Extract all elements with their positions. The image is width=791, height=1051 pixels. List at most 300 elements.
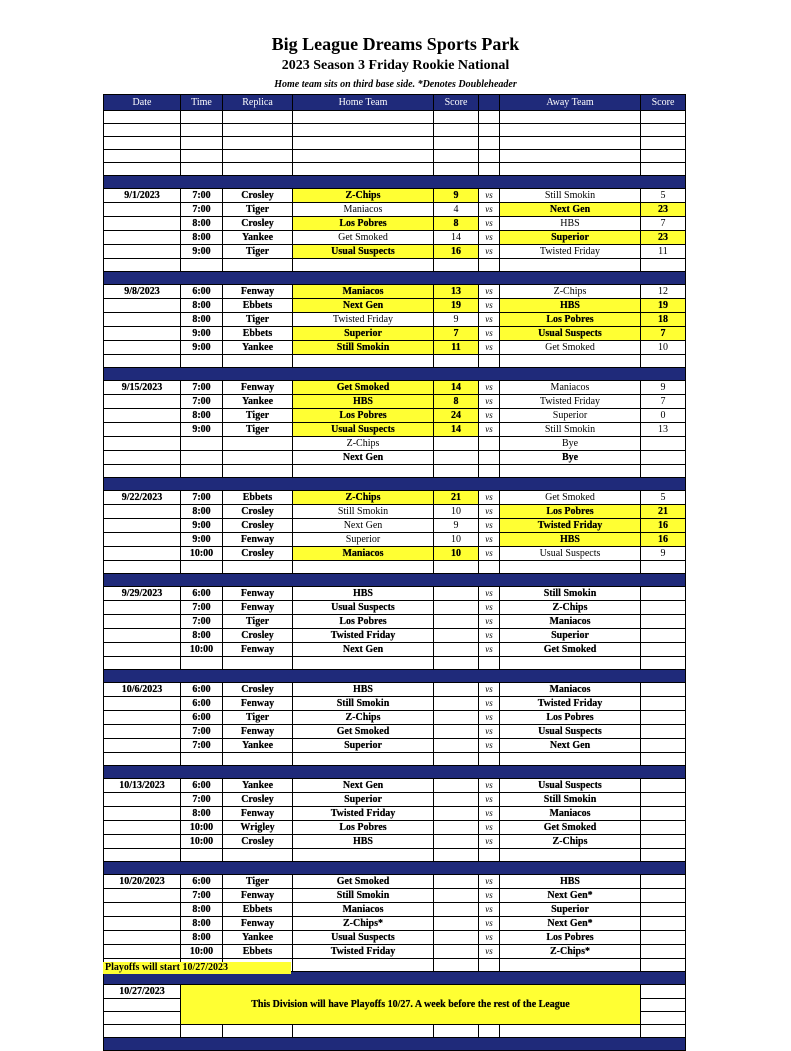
empty-cell — [641, 137, 686, 150]
home-team: Get Smoked — [293, 381, 434, 395]
separator-bar — [104, 368, 686, 381]
game-date: 9/15/2023 — [104, 381, 181, 395]
game-date — [104, 217, 181, 231]
final-week-row — [104, 985, 686, 999]
empty-cell — [181, 753, 223, 766]
away-team: Get Smoked — [500, 341, 641, 355]
home-score: 9 — [434, 189, 479, 203]
home-team: Los Pobres — [293, 615, 434, 629]
empty-cell — [104, 753, 181, 766]
page-note: Home team sits on third base side. *Denotes Doubleheader — [274, 79, 517, 90]
game-replica: Yankee — [223, 341, 293, 355]
home-score — [434, 629, 479, 643]
away-score: 23 — [641, 231, 686, 245]
empty-cell — [181, 657, 223, 670]
vs-label: vs — [479, 931, 500, 945]
empty-cell — [181, 150, 223, 163]
home-score: 8 — [434, 217, 479, 231]
game-time: 7:00 — [181, 725, 223, 739]
empty-cell — [434, 657, 479, 670]
away-score: 16 — [641, 519, 686, 533]
game-row — [104, 505, 686, 519]
game-row — [104, 615, 686, 629]
away-team: Usual Suspects — [500, 779, 641, 793]
empty-cell — [104, 465, 181, 478]
empty-cell — [479, 150, 500, 163]
empty-cell — [641, 355, 686, 368]
game-row — [104, 889, 686, 903]
final-date: 10/27/2023 — [104, 985, 181, 999]
empty-cell — [479, 657, 500, 670]
game-time: 10:00 — [181, 835, 223, 849]
game-replica: Yankee — [223, 739, 293, 753]
empty-cell — [104, 137, 181, 150]
home-team: Still Smokin — [293, 341, 434, 355]
empty-cell — [500, 137, 641, 150]
home-score: 19 — [434, 299, 479, 313]
empty-cell — [181, 124, 223, 137]
empty-cell — [223, 657, 293, 670]
home-score — [434, 615, 479, 629]
game-replica — [223, 437, 293, 451]
home-score: 4 — [434, 203, 479, 217]
empty-cell — [434, 124, 479, 137]
game-row — [104, 903, 686, 917]
empty-cell — [500, 163, 641, 176]
game-row — [104, 835, 686, 849]
game-time: 7:00 — [181, 793, 223, 807]
game-replica: Crosley — [223, 835, 293, 849]
home-team: Next Gen — [293, 299, 434, 313]
home-team: Maniacos — [293, 903, 434, 917]
away-score: 7 — [641, 327, 686, 341]
game-row — [104, 779, 686, 793]
game-date — [104, 601, 181, 615]
empty-cell — [500, 849, 641, 862]
empty-cell — [500, 753, 641, 766]
game-date: 9/29/2023 — [104, 587, 181, 601]
home-team: Superior — [293, 739, 434, 753]
page-subtitle: 2023 Season 3 Friday Rookie National — [281, 58, 510, 73]
game-row — [104, 285, 686, 299]
game-row — [104, 725, 686, 739]
empty-cell — [293, 657, 434, 670]
game-date — [104, 629, 181, 643]
empty-cell — [293, 124, 434, 137]
game-date — [104, 395, 181, 409]
game-date — [104, 327, 181, 341]
separator-bar — [104, 670, 686, 683]
game-replica: Tiger — [223, 615, 293, 629]
home-team: HBS — [293, 835, 434, 849]
home-score: 14 — [434, 423, 479, 437]
away-score — [641, 793, 686, 807]
vs-label: vs — [479, 587, 500, 601]
empty-cell — [641, 163, 686, 176]
game-time: 9:00 — [181, 341, 223, 355]
away-team: Superior — [500, 629, 641, 643]
game-date — [104, 437, 181, 451]
vs-label: vs — [479, 739, 500, 753]
vs-label: vs — [479, 643, 500, 657]
game-date — [104, 203, 181, 217]
empty-cell — [641, 849, 686, 862]
game-date — [104, 821, 181, 835]
game-replica: Ebbets — [223, 903, 293, 917]
vs-label — [479, 451, 500, 465]
vs-label: vs — [479, 505, 500, 519]
home-team: Maniacos — [293, 547, 434, 561]
home-score: 10 — [434, 533, 479, 547]
game-time: 9:00 — [181, 245, 223, 259]
away-team: Los Pobres — [500, 711, 641, 725]
vs-label: vs — [479, 313, 500, 327]
game-replica: Yankee — [223, 231, 293, 245]
game-time: 6:00 — [181, 697, 223, 711]
vs-label: vs — [479, 381, 500, 395]
away-score — [641, 711, 686, 725]
game-replica: Wrigley — [223, 821, 293, 835]
playoffs-footer: Playoffs will start 10/27/2023 — [103, 962, 291, 974]
home-score: 14 — [434, 231, 479, 245]
empty-cell — [293, 259, 434, 272]
home-team: Z-Chips — [293, 491, 434, 505]
vs-label: vs — [479, 395, 500, 409]
header-row — [104, 95, 686, 111]
empty-cell — [641, 657, 686, 670]
week-separator — [104, 670, 686, 683]
col-away-team: Away Team — [500, 95, 641, 111]
away-score — [641, 615, 686, 629]
empty-cell — [641, 999, 686, 1012]
away-team: Get Smoked — [500, 491, 641, 505]
game-row — [104, 395, 686, 409]
vs-label: vs — [479, 711, 500, 725]
empty-cell — [293, 137, 434, 150]
away-score: 5 — [641, 491, 686, 505]
home-score — [434, 437, 479, 451]
empty-cell — [104, 1025, 181, 1038]
away-team: Maniacos — [500, 381, 641, 395]
empty-cell — [181, 163, 223, 176]
home-score — [434, 931, 479, 945]
col-replica: Replica — [223, 95, 293, 111]
game-replica: Fenway — [223, 285, 293, 299]
game-time: 8:00 — [181, 409, 223, 423]
away-score — [641, 629, 686, 643]
away-team: Still Smokin — [500, 793, 641, 807]
home-team: Still Smokin — [293, 697, 434, 711]
empty-cell — [293, 561, 434, 574]
empty-cell — [479, 259, 500, 272]
away-team: Superior — [500, 903, 641, 917]
game-date — [104, 547, 181, 561]
home-team: Get Smoked — [293, 725, 434, 739]
home-team: Still Smokin — [293, 505, 434, 519]
empty-cell — [434, 137, 479, 150]
vs-label: vs — [479, 835, 500, 849]
home-score: 14 — [434, 381, 479, 395]
away-score — [641, 697, 686, 711]
empty-cell — [641, 465, 686, 478]
empty-cell — [641, 124, 686, 137]
home-score — [434, 917, 479, 931]
blank-row — [104, 753, 686, 766]
home-team: Usual Suspects — [293, 423, 434, 437]
col-date: Date — [104, 95, 181, 111]
empty-cell — [479, 111, 500, 124]
home-score: 10 — [434, 505, 479, 519]
away-team: Superior — [500, 231, 641, 245]
game-time: 7:00 — [181, 395, 223, 409]
away-score: 23 — [641, 203, 686, 217]
home-team: Get Smoked — [293, 875, 434, 889]
separator-bar — [104, 766, 686, 779]
blank-row — [104, 657, 686, 670]
home-team: Los Pobres — [293, 821, 434, 835]
empty-cell — [434, 1025, 479, 1038]
away-score — [641, 889, 686, 903]
empty-cell — [223, 259, 293, 272]
game-date: 9/8/2023 — [104, 285, 181, 299]
separator-bar — [104, 1038, 686, 1051]
away-score: 7 — [641, 395, 686, 409]
home-team: Z-Chips* — [293, 917, 434, 931]
game-replica: Crosley — [223, 505, 293, 519]
home-score — [434, 945, 479, 959]
empty-cell — [641, 561, 686, 574]
away-team: Z-Chips — [500, 285, 641, 299]
away-score — [641, 437, 686, 451]
empty-cell — [223, 111, 293, 124]
home-score: 10 — [434, 547, 479, 561]
home-score — [434, 451, 479, 465]
empty-cell — [500, 355, 641, 368]
vs-label: vs — [479, 697, 500, 711]
home-team: Los Pobres — [293, 409, 434, 423]
home-team: Z-Chips — [293, 437, 434, 451]
game-replica: Crosley — [223, 547, 293, 561]
game-date — [104, 409, 181, 423]
game-time: 8:00 — [181, 505, 223, 519]
game-time: 7:00 — [181, 739, 223, 753]
home-score — [434, 793, 479, 807]
empty-cell — [479, 849, 500, 862]
game-time: 8:00 — [181, 299, 223, 313]
empty-cell — [641, 1025, 686, 1038]
away-score — [641, 835, 686, 849]
vs-label: vs — [479, 725, 500, 739]
empty-cell — [181, 465, 223, 478]
empty-cell — [181, 111, 223, 124]
away-team: Still Smokin — [500, 189, 641, 203]
game-replica: Fenway — [223, 533, 293, 547]
game-replica: Tiger — [223, 245, 293, 259]
week-separator — [104, 478, 686, 491]
game-replica: Ebbets — [223, 945, 293, 959]
game-row — [104, 917, 686, 931]
vs-label: vs — [479, 341, 500, 355]
playoffs-notice: This Division will have Playoffs 10/27. A week before the rest of the League — [181, 985, 641, 1025]
empty-cell — [500, 561, 641, 574]
blank-row — [104, 124, 686, 137]
home-team: Superior — [293, 533, 434, 547]
game-row — [104, 341, 686, 355]
vs-label: vs — [479, 189, 500, 203]
home-score — [434, 643, 479, 657]
game-replica: Crosley — [223, 217, 293, 231]
home-score — [434, 587, 479, 601]
game-time: 6:00 — [181, 587, 223, 601]
vs-label: vs — [479, 889, 500, 903]
empty-cell — [641, 959, 686, 972]
home-score — [434, 875, 479, 889]
away-team: Usual Suspects — [500, 547, 641, 561]
empty-cell — [434, 355, 479, 368]
game-row — [104, 793, 686, 807]
home-team: Los Pobres — [293, 217, 434, 231]
away-team: Twisted Friday — [500, 245, 641, 259]
empty-cell — [500, 111, 641, 124]
game-time: 7:00 — [181, 491, 223, 505]
game-row — [104, 875, 686, 889]
game-time: 9:00 — [181, 327, 223, 341]
blank-row — [104, 849, 686, 862]
game-row — [104, 643, 686, 657]
away-score — [641, 451, 686, 465]
game-time: 8:00 — [181, 217, 223, 231]
game-replica: Fenway — [223, 381, 293, 395]
empty-cell — [500, 959, 641, 972]
empty-cell — [104, 999, 181, 1012]
game-replica: Crosley — [223, 629, 293, 643]
empty-cell — [434, 150, 479, 163]
game-date — [104, 711, 181, 725]
home-score — [434, 683, 479, 697]
vs-label: vs — [479, 945, 500, 959]
away-score: 11 — [641, 245, 686, 259]
away-team: Usual Suspects — [500, 327, 641, 341]
separator-bar — [104, 176, 686, 189]
game-time: 6:00 — [181, 711, 223, 725]
away-score: 10 — [641, 341, 686, 355]
home-team: HBS — [293, 587, 434, 601]
away-team: Los Pobres — [500, 931, 641, 945]
empty-cell — [104, 150, 181, 163]
week-separator — [104, 368, 686, 381]
home-score: 21 — [434, 491, 479, 505]
empty-cell — [434, 111, 479, 124]
away-score: 19 — [641, 299, 686, 313]
game-date — [104, 313, 181, 327]
home-team: Z-Chips — [293, 711, 434, 725]
game-row — [104, 381, 686, 395]
home-score — [434, 807, 479, 821]
away-score: 7 — [641, 217, 686, 231]
home-score: 13 — [434, 285, 479, 299]
home-team: HBS — [293, 683, 434, 697]
game-replica: Tiger — [223, 711, 293, 725]
game-replica: Ebbets — [223, 299, 293, 313]
empty-cell — [293, 163, 434, 176]
empty-cell — [434, 163, 479, 176]
away-team: HBS — [500, 299, 641, 313]
home-score — [434, 601, 479, 615]
empty-cell — [223, 355, 293, 368]
home-team: Next Gen — [293, 779, 434, 793]
away-score — [641, 739, 686, 753]
game-replica: Fenway — [223, 643, 293, 657]
empty-cell — [293, 1025, 434, 1038]
away-team: HBS — [500, 533, 641, 547]
empty-cell — [434, 561, 479, 574]
game-time: 7:00 — [181, 615, 223, 629]
empty-cell — [641, 753, 686, 766]
vs-label: vs — [479, 779, 500, 793]
game-time: 10:00 — [181, 945, 223, 959]
game-date — [104, 697, 181, 711]
empty-cell — [223, 849, 293, 862]
empty-cell — [223, 753, 293, 766]
away-team: Z-Chips — [500, 601, 641, 615]
game-time: 8:00 — [181, 231, 223, 245]
game-replica: Crosley — [223, 189, 293, 203]
game-replica: Yankee — [223, 395, 293, 409]
away-score — [641, 875, 686, 889]
vs-label: vs — [479, 629, 500, 643]
game-time: 7:00 — [181, 203, 223, 217]
game-time — [181, 437, 223, 451]
empty-cell — [500, 465, 641, 478]
game-row — [104, 519, 686, 533]
game-time: 8:00 — [181, 931, 223, 945]
game-date — [104, 917, 181, 931]
game-date — [104, 739, 181, 753]
game-replica: Tiger — [223, 423, 293, 437]
separator-bar — [104, 862, 686, 875]
home-team: Twisted Friday — [293, 629, 434, 643]
game-row — [104, 451, 686, 465]
home-score — [434, 835, 479, 849]
game-replica: Crosley — [223, 519, 293, 533]
game-row — [104, 217, 686, 231]
home-team: Next Gen — [293, 643, 434, 657]
empty-cell — [479, 753, 500, 766]
game-row — [104, 711, 686, 725]
game-row — [104, 587, 686, 601]
game-time: 8:00 — [181, 807, 223, 821]
game-time: 7:00 — [181, 189, 223, 203]
game-replica — [223, 451, 293, 465]
empty-cell — [181, 137, 223, 150]
home-score — [434, 711, 479, 725]
empty-cell — [293, 959, 434, 972]
vs-label: vs — [479, 327, 500, 341]
game-time: 7:00 — [181, 381, 223, 395]
empty-cell — [641, 111, 686, 124]
game-date — [104, 451, 181, 465]
game-time: 9:00 — [181, 423, 223, 437]
game-replica: Fenway — [223, 725, 293, 739]
vs-label — [479, 437, 500, 451]
empty-cell — [104, 163, 181, 176]
empty-cell — [479, 124, 500, 137]
home-team: Twisted Friday — [293, 313, 434, 327]
week-separator — [104, 272, 686, 285]
blank-row — [104, 465, 686, 478]
game-replica: Crosley — [223, 683, 293, 697]
game-row — [104, 683, 686, 697]
